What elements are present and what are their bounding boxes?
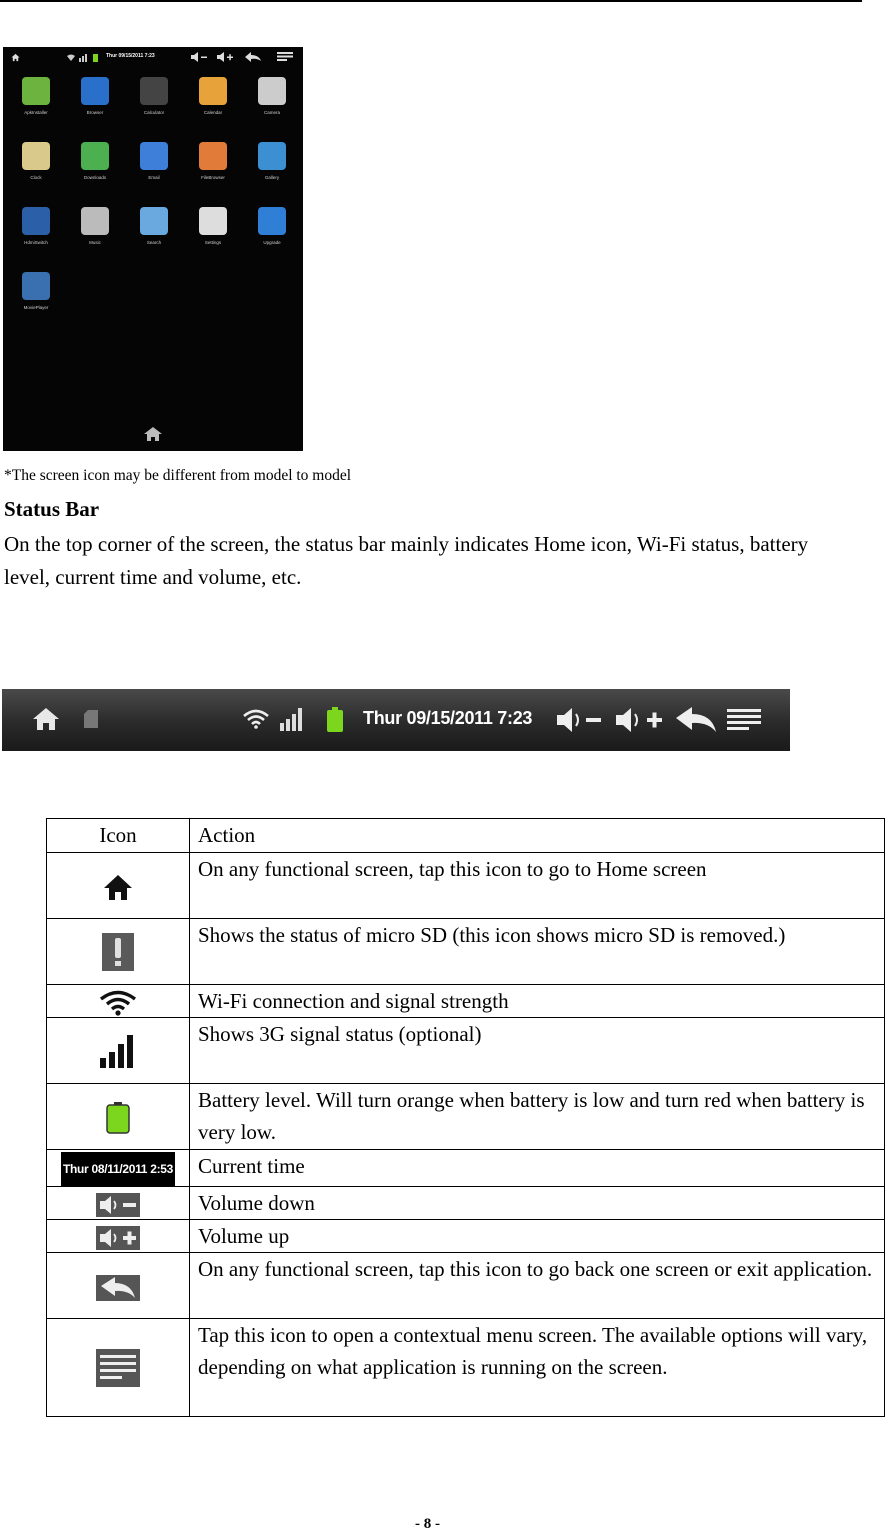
- calendar-icon: [199, 77, 227, 105]
- table-cell-action: Wi-Fi connection and signal strength: [190, 985, 885, 1018]
- app-label: Calculator: [143, 110, 165, 115]
- app-launcher[interactable]: [7, 272, 65, 336]
- battery-icon: [326, 707, 344, 733]
- app-launcher[interactable]: [7, 207, 65, 271]
- home-icon: [32, 706, 60, 732]
- sd-card-icon: [84, 710, 98, 728]
- volume-up-icon: [96, 1226, 140, 1250]
- menu-icon: [96, 1349, 140, 1387]
- app-label: Email: [148, 175, 160, 180]
- app-label: Upgrade: [263, 240, 281, 245]
- upgrade-icon: [258, 207, 286, 235]
- movie-clapper-icon: [22, 272, 50, 300]
- menu-icon[interactable]: [726, 707, 762, 733]
- wifi-icon: [242, 709, 270, 729]
- wifi-icon: [98, 990, 138, 1016]
- app-launcher[interactable]: [66, 207, 124, 271]
- table-cell-icon: [47, 1253, 190, 1319]
- settings-gear-icon: [199, 207, 227, 235]
- app-launcher[interactable]: [7, 142, 65, 206]
- app-launcher[interactable]: [243, 77, 301, 141]
- table-cell-action: On any functional screen, tap this icon to go back one screen or exit application.: [190, 1253, 885, 1319]
- back-icon: [96, 1275, 140, 1301]
- table-cell-icon: [47, 1018, 190, 1084]
- app-launcher[interactable]: [243, 142, 301, 206]
- tablet-status-icons: [65, 53, 105, 62]
- app-launcher[interactable]: [66, 77, 124, 141]
- gallery-icon: [258, 142, 286, 170]
- table-cell-action: Battery level. Will turn orange when battery is low and turn red when battery is very low.: [190, 1084, 885, 1150]
- home-icon: [103, 872, 133, 902]
- hdmi-icon: [22, 207, 50, 235]
- table-cell-icon: [47, 1084, 190, 1150]
- table-row: [47, 1253, 885, 1319]
- app-label: Gallery: [264, 175, 280, 180]
- app-launcher[interactable]: [243, 207, 301, 271]
- table-cell-action: On any functional screen, tap this icon to go to Home screen: [190, 853, 885, 919]
- app-label: Browser: [86, 110, 104, 115]
- section-body: On the top corner of the screen, the status bar mainly indicates Home icon, Wi-Fi status, battery level, current time and volume, etc.: [4, 532, 809, 589]
- table-cell-action: Tap this icon to open a contextual menu screen. The available options will vary, depending on what application is running on the screen.: [190, 1319, 885, 1417]
- icon-action-table: [46, 818, 885, 1417]
- app-label: MoviePlayer: [23, 305, 49, 310]
- time-display-icon: Thur 08/11/2011 2:53: [61, 1152, 175, 1186]
- table-cell-icon: [47, 1187, 190, 1220]
- table-cell-action: Shows 3G signal status (optional): [190, 1018, 885, 1084]
- file-browser-icon: [199, 142, 227, 170]
- table-cell-icon: [47, 919, 190, 985]
- globe-icon: [81, 77, 109, 105]
- table-row: [47, 919, 885, 985]
- download-icon: [81, 142, 109, 170]
- volume-down-icon[interactable]: [555, 707, 605, 733]
- page-number: - 8 -: [415, 1516, 440, 1532]
- app-label: FileBrowser: [201, 175, 225, 180]
- table-row: [47, 985, 885, 1018]
- status-bar-image: [2, 689, 790, 751]
- table-header-row: [47, 819, 885, 853]
- app-label: Settings: [204, 240, 222, 245]
- app-label: ApkInstaller: [24, 110, 48, 115]
- screenshot-caption: *The screen icon may be different from model to model: [4, 467, 352, 484]
- tablet-status-controls: [189, 51, 297, 63]
- email-icon: [140, 142, 168, 170]
- table-cell-icon: [47, 1150, 190, 1187]
- volume-up-icon[interactable]: [614, 707, 666, 733]
- tablet-status-time: Thur 09/15/2011 7:23: [106, 53, 155, 59]
- app-label: Clock: [30, 175, 42, 180]
- home-icon: [11, 53, 20, 62]
- table-cell-action: Current time: [190, 1150, 885, 1187]
- app-launcher[interactable]: [184, 207, 242, 271]
- table-row: [47, 1018, 885, 1084]
- app-label: Search: [146, 240, 162, 245]
- table-cell-action: Shows the status of micro SD (this icon shows micro SD is removed.): [190, 919, 885, 985]
- back-icon[interactable]: [674, 706, 718, 734]
- app-launcher[interactable]: [7, 77, 65, 141]
- app-label: Music: [89, 240, 101, 245]
- search-icon: [140, 207, 168, 235]
- tablet-screenshot: [3, 47, 303, 451]
- table-row: [47, 1220, 885, 1253]
- table-cell-icon: [47, 1220, 190, 1253]
- app-launcher[interactable]: [125, 207, 183, 271]
- app-label: Downloads: [83, 175, 107, 180]
- table-header-action: Action: [190, 819, 885, 853]
- app-label: Camera: [263, 110, 280, 115]
- table-cell-action: Volume down: [190, 1187, 885, 1220]
- app-launcher[interactable]: [125, 77, 183, 141]
- table-cell-action: Volume up: [190, 1220, 885, 1253]
- tablet-home-button-icon[interactable]: [143, 426, 163, 442]
- table-row: [47, 1319, 885, 1417]
- section-heading: Status Bar: [4, 497, 100, 521]
- table-row: [47, 853, 885, 919]
- table-cell-icon: [47, 853, 190, 919]
- signal-3g-icon: [278, 706, 306, 732]
- top-rule: [0, 0, 862, 2]
- app-label: HdmiSwitch: [24, 240, 48, 245]
- table-header-icon: Icon: [47, 819, 190, 853]
- app-launcher[interactable]: [184, 142, 242, 206]
- clock-icon: [22, 142, 50, 170]
- table-cell-icon: [47, 1319, 190, 1417]
- tablet-status-bar: [3, 47, 303, 69]
- current-time: Thur 09/15/2011 7:23: [363, 708, 533, 728]
- app-label: Calendar: [203, 110, 223, 115]
- table-row: [47, 1150, 885, 1187]
- camera-icon: [258, 77, 286, 105]
- table-row: [47, 1187, 885, 1220]
- table-cell-icon: [47, 985, 190, 1018]
- app-launcher[interactable]: [125, 142, 183, 206]
- apk-installer-icon: [22, 77, 50, 105]
- table-row: [47, 1084, 885, 1150]
- app-launcher[interactable]: [184, 77, 242, 141]
- battery-icon: [106, 1102, 130, 1134]
- sd-card-removed-icon: [102, 933, 134, 971]
- volume-down-icon: [96, 1193, 140, 1217]
- calculator-icon: [140, 77, 168, 105]
- signal-3g-icon: [98, 1033, 138, 1069]
- music-disc-icon: [81, 207, 109, 235]
- app-launcher[interactable]: [66, 142, 124, 206]
